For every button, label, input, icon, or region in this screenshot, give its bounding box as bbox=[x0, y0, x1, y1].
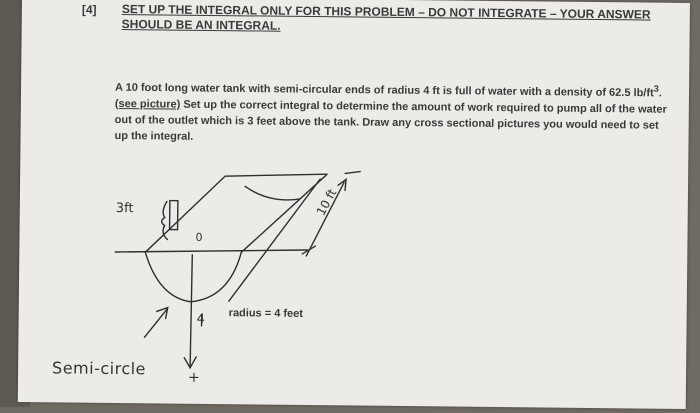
depth-label: 4 bbox=[197, 312, 205, 327]
y-direction-label: + bbox=[188, 370, 200, 386]
problem-text-part1: A 10 foot long water tank with semi-circular ends of radius 4 ft is full of water with a density of 62.5 lb/ft bbox=[115, 82, 654, 100]
problem-number: [4] bbox=[82, 3, 97, 17]
origin-label: 0 bbox=[195, 231, 202, 244]
length-tick bbox=[345, 171, 360, 173]
outlet-height-label: 3ft bbox=[116, 201, 134, 216]
tank-bottom-edge bbox=[229, 178, 320, 302]
horizontal-axis bbox=[115, 248, 307, 254]
semicircle-label: Semi-circle bbox=[52, 358, 146, 378]
back-curve bbox=[245, 186, 300, 200]
radius-label: radius = 4 feet bbox=[229, 307, 303, 320]
semicircle-pointer-head bbox=[157, 307, 168, 318]
tank-top-edge bbox=[146, 172, 327, 253]
semicircle-end bbox=[145, 251, 242, 302]
instructions-header: SET UP THE INTEGRAL ONLY FOR THIS PROBLEM – DO NOT INTEGRATE – YOUR ANSWER SHOULD BE AN INTEGRAL. bbox=[122, 2, 682, 38]
problem-text-part2: . bbox=[659, 87, 662, 99]
semicircle-pointer-line bbox=[144, 309, 166, 337]
paper-sheet bbox=[18, 0, 690, 409]
see-picture-link: (see picture) bbox=[115, 98, 181, 111]
vertical-axis bbox=[190, 255, 192, 366]
cubic-superscript: 3 bbox=[654, 84, 659, 94]
problem-text-part3: Set up the correct integral to determine the amount of work required to pump all of the water out of the outlet which is 3 feet above the tank. Draw any cross sectional pictures you would need to set up the integral. bbox=[114, 98, 666, 142]
length-label: 10 ft bbox=[314, 187, 340, 218]
